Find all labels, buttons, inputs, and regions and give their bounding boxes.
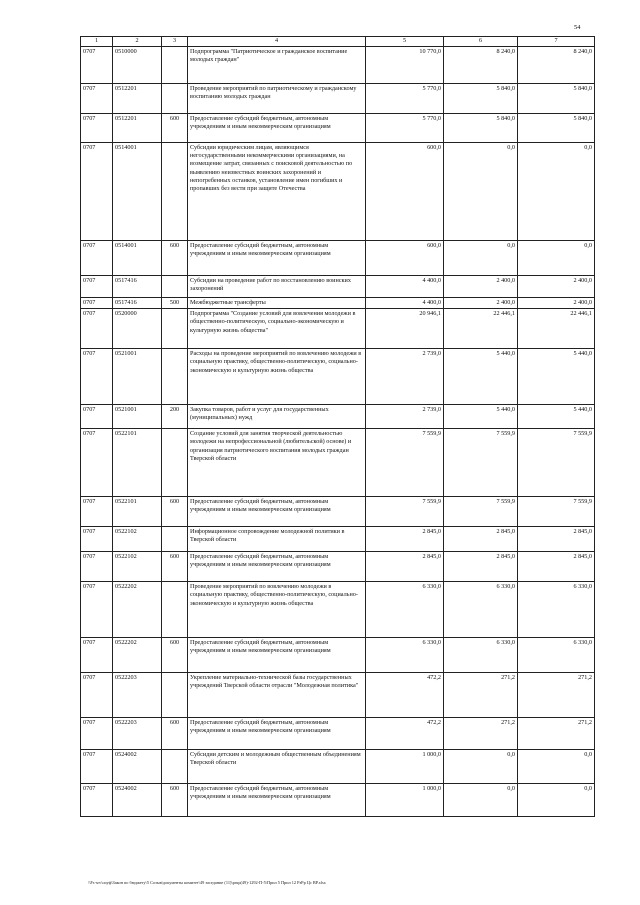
amount-year1-cell: 1 000,0 bbox=[366, 784, 444, 817]
section-code-cell: 0707 bbox=[81, 143, 113, 241]
section-code-cell: 0707 bbox=[81, 673, 113, 718]
header-cell: 2 bbox=[113, 37, 162, 47]
expense-type-cell: 600 bbox=[162, 638, 188, 673]
amount-year2-cell: 271,2 bbox=[444, 718, 518, 750]
target-code-cell: 0522102 bbox=[113, 552, 162, 582]
amount-year2-cell: 5 440,0 bbox=[444, 405, 518, 429]
amount-year1-cell: 5 770,0 bbox=[366, 114, 444, 143]
table-row bbox=[81, 582, 595, 638]
amount-year1-cell: 472,2 bbox=[366, 673, 444, 718]
amount-year1-cell: 1 000,0 bbox=[366, 750, 444, 784]
section-code-cell: 0707 bbox=[81, 241, 113, 276]
amount-year1-cell: 5 770,0 bbox=[366, 84, 444, 114]
table-row bbox=[81, 429, 595, 497]
header-cell: 4 bbox=[188, 37, 366, 47]
header-cell: 5 bbox=[366, 37, 444, 47]
budget-table bbox=[80, 36, 595, 817]
section-code-cell: 0707 bbox=[81, 784, 113, 817]
amount-year1-cell: 2 845,0 bbox=[366, 527, 444, 552]
amount-year3-cell: 0,0 bbox=[518, 241, 595, 276]
table-row bbox=[81, 750, 595, 784]
target-code-cell: 0522101 bbox=[113, 429, 162, 497]
target-code-cell: 0524002 bbox=[113, 750, 162, 784]
header-cell: 1 bbox=[81, 37, 113, 47]
table-row bbox=[81, 552, 595, 582]
item-name-cell: Предоставление субсидий бюджетным, автономным учреждениям и иным некоммерческим организациям bbox=[188, 784, 366, 817]
section-code-cell: 0707 bbox=[81, 750, 113, 784]
section-code-cell: 0707 bbox=[81, 497, 113, 527]
section-code-cell: 0707 bbox=[81, 552, 113, 582]
header-cell: 7 bbox=[518, 37, 595, 47]
item-name-cell: Субсидии детским и молодежным общественным объединениям Тверской области bbox=[188, 750, 366, 784]
target-code-cell: 0514001 bbox=[113, 143, 162, 241]
table-row bbox=[81, 405, 595, 429]
amount-year2-cell: 5 840,0 bbox=[444, 84, 518, 114]
item-name-cell: Предоставление субсидий бюджетным, автономным учреждениям и иным некоммерческим организациям bbox=[188, 718, 366, 750]
table-row bbox=[81, 84, 595, 114]
amount-year3-cell: 271,2 bbox=[518, 718, 595, 750]
item-name-cell: Субсидии юридическим лицам, являющимся негосударственными некоммерческими организациями, на возмещение затрат, связанных с поисковой деятельностью по выявлению неизвестных воинских захоронений и непогребенных останков, установление имен погибших и пропавших без вести при защите Отечества bbox=[188, 143, 366, 241]
amount-year3-cell: 271,2 bbox=[518, 673, 595, 718]
item-name-cell: Предоставление субсидий бюджетным, автономным учреждениям и иным некоммерческим организациям bbox=[188, 497, 366, 527]
expense-type-cell: 600 bbox=[162, 552, 188, 582]
section-code-cell: 0707 bbox=[81, 638, 113, 673]
amount-year3-cell: 0,0 bbox=[518, 143, 595, 241]
expense-type-cell bbox=[162, 349, 188, 405]
item-name-cell: Укрепление материально-технической базы государственных учреждений Тверской области отрасли "Молодежная политика" bbox=[188, 673, 366, 718]
amount-year3-cell: 7 559,9 bbox=[518, 429, 595, 497]
amount-year3-cell: 6 330,0 bbox=[518, 582, 595, 638]
section-code-cell: 0707 bbox=[81, 276, 113, 298]
amount-year3-cell: 2 845,0 bbox=[518, 527, 595, 552]
expense-type-cell: 500 bbox=[162, 298, 188, 309]
amount-year3-cell: 8 240,0 bbox=[518, 47, 595, 84]
item-name-cell: Предоставление субсидий бюджетным, автономным учреждениям и иным некоммерческим организациям bbox=[188, 241, 366, 276]
section-code-cell: 0707 bbox=[81, 84, 113, 114]
amount-year1-cell: 7 559,9 bbox=[366, 497, 444, 527]
amount-year2-cell: 7 559,9 bbox=[444, 429, 518, 497]
target-code-cell: 0517416 bbox=[113, 276, 162, 298]
amount-year3-cell: 7 559,9 bbox=[518, 497, 595, 527]
amount-year3-cell: 5 440,0 bbox=[518, 405, 595, 429]
amount-year1-cell: 600,0 bbox=[366, 241, 444, 276]
target-code-cell: 0520000 bbox=[113, 309, 162, 349]
target-code-cell: 0522203 bbox=[113, 718, 162, 750]
expense-type-cell bbox=[162, 84, 188, 114]
amount-year1-cell: 6 330,0 bbox=[366, 638, 444, 673]
table-row bbox=[81, 241, 595, 276]
target-code-cell: 0521001 bbox=[113, 349, 162, 405]
expense-type-cell: 600 bbox=[162, 241, 188, 276]
amount-year3-cell: 2 845,0 bbox=[518, 552, 595, 582]
page-number: 54 bbox=[574, 24, 581, 31]
section-code-cell: 0707 bbox=[81, 114, 113, 143]
amount-year3-cell: 5 840,0 bbox=[518, 114, 595, 143]
amount-year2-cell: 5 440,0 bbox=[444, 349, 518, 405]
target-code-cell: 0512201 bbox=[113, 84, 162, 114]
expense-type-cell bbox=[162, 143, 188, 241]
item-name-cell: Предоставление субсидий бюджетным, автономным учреждениям и иным некоммерческим организациям bbox=[188, 552, 366, 582]
amount-year3-cell: 6 330,0 bbox=[518, 638, 595, 673]
table-row bbox=[81, 349, 595, 405]
section-code-cell: 0707 bbox=[81, 47, 113, 84]
table-row bbox=[81, 298, 595, 309]
item-name-cell: Субсидии на проведение работ по восстановлению воинских захоронений bbox=[188, 276, 366, 298]
target-code-cell: 0522102 bbox=[113, 527, 162, 552]
amount-year3-cell: 5 440,0 bbox=[518, 349, 595, 405]
target-code-cell: 0517416 bbox=[113, 298, 162, 309]
amount-year2-cell: 22 446,1 bbox=[444, 309, 518, 349]
amount-year1-cell: 7 559,9 bbox=[366, 429, 444, 497]
expense-type-cell bbox=[162, 47, 188, 84]
header-cell: 3 bbox=[162, 37, 188, 47]
amount-year1-cell: 4 400,0 bbox=[366, 276, 444, 298]
amount-year1-cell: 2 739,0 bbox=[366, 405, 444, 429]
expense-type-cell bbox=[162, 750, 188, 784]
amount-year2-cell: 271,2 bbox=[444, 673, 518, 718]
amount-year3-cell: 2 400,0 bbox=[518, 276, 595, 298]
table-row bbox=[81, 497, 595, 527]
expense-type-cell bbox=[162, 309, 188, 349]
amount-year3-cell: 5 840,0 bbox=[518, 84, 595, 114]
amount-year3-cell: 22 446,1 bbox=[518, 309, 595, 349]
amount-year2-cell: 7 559,9 bbox=[444, 497, 518, 527]
amount-year2-cell: 2 400,0 bbox=[444, 298, 518, 309]
amount-year2-cell: 2 400,0 bbox=[444, 276, 518, 298]
table-row bbox=[81, 784, 595, 817]
expense-type-cell bbox=[162, 582, 188, 638]
section-code-cell: 0707 bbox=[81, 718, 113, 750]
amount-year1-cell: 10 770,0 bbox=[366, 47, 444, 84]
table-row bbox=[81, 718, 595, 750]
amount-year2-cell: 6 330,0 bbox=[444, 582, 518, 638]
item-name-cell: Закупка товаров, работ и услуг для государственных (муниципальных) нужд bbox=[188, 405, 366, 429]
amount-year2-cell: 8 240,0 bbox=[444, 47, 518, 84]
expense-type-cell bbox=[162, 276, 188, 298]
amount-year2-cell: 0,0 bbox=[444, 784, 518, 817]
item-name-cell: Межбюджетные трансферты bbox=[188, 298, 366, 309]
table-row bbox=[81, 143, 595, 241]
table-row bbox=[81, 47, 595, 84]
section-code-cell: 0707 bbox=[81, 298, 113, 309]
table-row bbox=[81, 276, 595, 298]
amount-year2-cell: 2 845,0 bbox=[444, 527, 518, 552]
target-code-cell: 0514001 bbox=[113, 241, 162, 276]
target-code-cell: 0524002 bbox=[113, 784, 162, 817]
amount-year1-cell: 472,2 bbox=[366, 718, 444, 750]
amount-year1-cell: 2 739,0 bbox=[366, 349, 444, 405]
expense-type-cell bbox=[162, 429, 188, 497]
target-code-cell: 0522202 bbox=[113, 582, 162, 638]
item-name-cell: Проведение мероприятий по патриотическому и гражданскому воспитанию молодых граждан bbox=[188, 84, 366, 114]
target-code-cell: 0522203 bbox=[113, 673, 162, 718]
item-name-cell: Подпрограмма "Патриотическое и гражданское воспитание молодых граждан" bbox=[188, 47, 366, 84]
expense-type-cell: 600 bbox=[162, 718, 188, 750]
amount-year2-cell: 2 845,0 bbox=[444, 552, 518, 582]
section-code-cell: 0707 bbox=[81, 349, 113, 405]
item-name-cell: Подпрограмма "Создание условий для вовлечения молодежи в общественно-политическую, социально-экономическую и культурную жизнь общества" bbox=[188, 309, 366, 349]
amount-year2-cell: 6 330,0 bbox=[444, 638, 518, 673]
target-code-cell: 0521001 bbox=[113, 405, 162, 429]
item-name-cell: Информационное сопровождение молодежной политики в Тверской области bbox=[188, 527, 366, 552]
item-name-cell: Проведение мероприятий по вовлечению молодежи в социальную практику, общественно-политическую, социально-экономическую и культурную жизнь общества bbox=[188, 582, 366, 638]
item-name-cell: Создание условий для занятия творческой деятельностью молодежи на непрофессиональной (любительской) основе) и организация патриотического воспитания молодых граждан Тверской области bbox=[188, 429, 366, 497]
target-code-cell: 0522202 bbox=[113, 638, 162, 673]
amount-year3-cell: 0,0 bbox=[518, 750, 595, 784]
item-name-cell: Предоставление субсидий бюджетным, автономным учреждениям и иным некоммерческим организациям bbox=[188, 638, 366, 673]
amount-year1-cell: 2 845,0 bbox=[366, 552, 444, 582]
amount-year3-cell: 2 400,0 bbox=[518, 298, 595, 309]
amount-year1-cell: 4 400,0 bbox=[366, 298, 444, 309]
expense-type-cell: 200 bbox=[162, 405, 188, 429]
table-row bbox=[81, 114, 595, 143]
amount-year2-cell: 0,0 bbox=[444, 750, 518, 784]
section-code-cell: 0707 bbox=[81, 309, 113, 349]
section-code-cell: 0707 bbox=[81, 405, 113, 429]
header-cell: 6 bbox=[444, 37, 518, 47]
expense-type-cell bbox=[162, 527, 188, 552]
expense-type-cell: 600 bbox=[162, 114, 188, 143]
expense-type-cell: 600 bbox=[162, 497, 188, 527]
expense-type-cell bbox=[162, 673, 188, 718]
expense-type-cell: 600 bbox=[162, 784, 188, 817]
section-code-cell: 0707 bbox=[81, 429, 113, 497]
amount-year2-cell: 5 840,0 bbox=[444, 114, 518, 143]
amount-year1-cell: 20 946,1 bbox=[366, 309, 444, 349]
amount-year3-cell: 0,0 bbox=[518, 784, 595, 817]
amount-year1-cell: 6 330,0 bbox=[366, 582, 444, 638]
amount-year1-cell: 600,0 bbox=[366, 143, 444, 241]
header-row bbox=[81, 37, 595, 47]
item-name-cell: Предоставление субсидий бюджетным, автономным учреждениям и иным некоммерческим организациям bbox=[188, 114, 366, 143]
target-code-cell: 0510000 bbox=[113, 47, 162, 84]
file-path-footer: \\Fs-srv\сиуф\Закон по бюджету\5 Созыв\документы комитет\49 заседание (11)\prup(49)-1292-П-5\Прил 5 Прил 12 PзPp Цс ВР.xlsx bbox=[88, 880, 326, 885]
target-code-cell: 0522101 bbox=[113, 497, 162, 527]
table-row bbox=[81, 638, 595, 673]
table-row bbox=[81, 673, 595, 718]
table-row bbox=[81, 309, 595, 349]
amount-year2-cell: 0,0 bbox=[444, 143, 518, 241]
target-code-cell: 0512201 bbox=[113, 114, 162, 143]
section-code-cell: 0707 bbox=[81, 527, 113, 552]
section-code-cell: 0707 bbox=[81, 582, 113, 638]
amount-year2-cell: 0,0 bbox=[444, 241, 518, 276]
table-row bbox=[81, 527, 595, 552]
item-name-cell: Расходы на проведение мероприятий по вовлечению молодежи в социальную практику, общественно-политическую, социально-экономическую и культурную жизнь общества bbox=[188, 349, 366, 405]
